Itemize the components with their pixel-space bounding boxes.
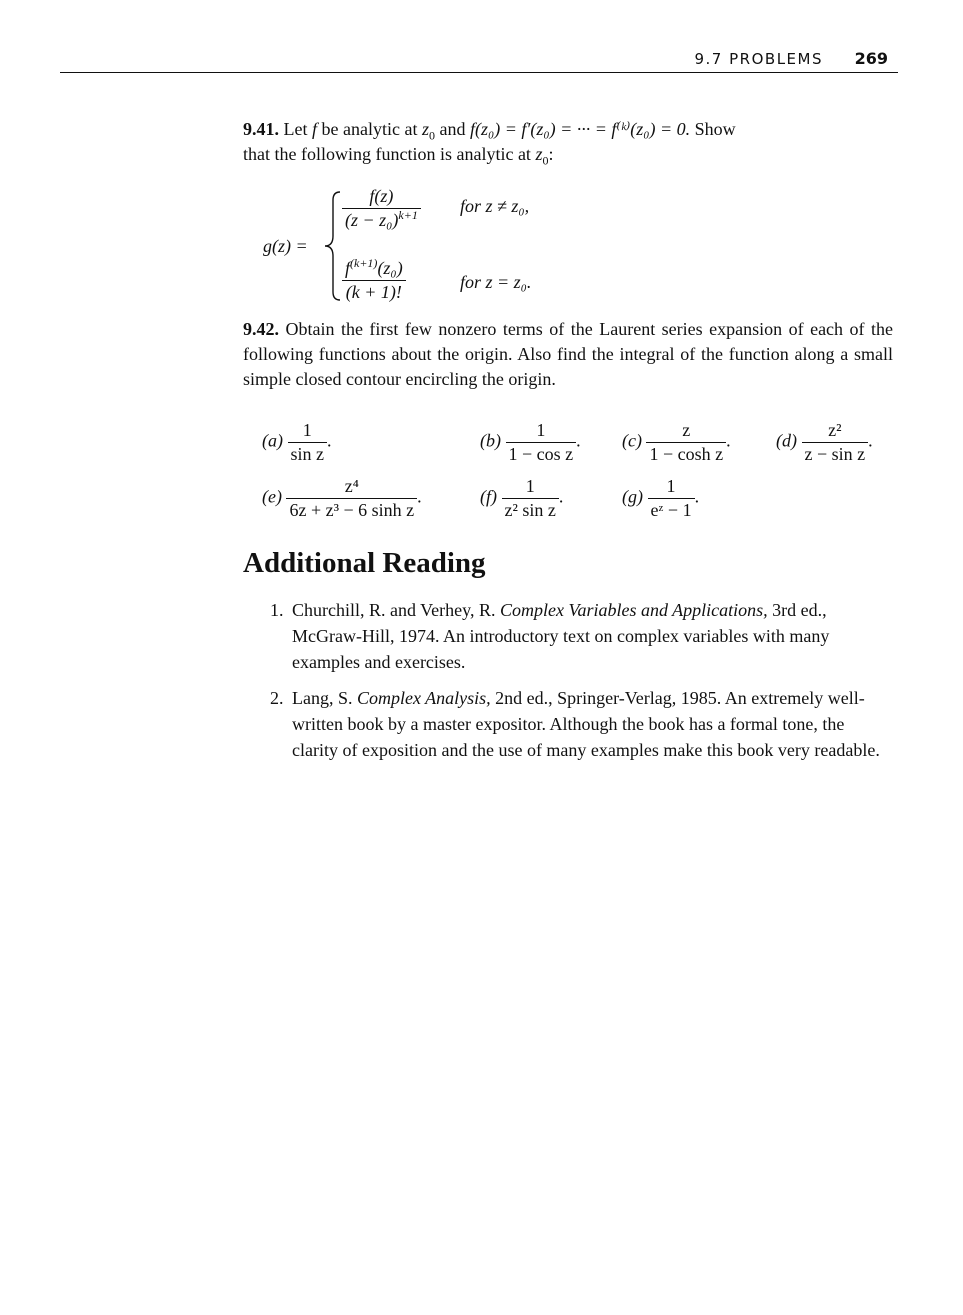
fraction-numerator: z⁴ (286, 476, 417, 499)
page-number: 269 (854, 49, 888, 68)
item-end: . (327, 430, 332, 451)
fraction-numerator: z (646, 420, 726, 443)
reference-text (292, 597, 888, 675)
g-label (263, 236, 308, 257)
fraction-denominator: z − sin z (804, 444, 866, 464)
reference-2 (270, 685, 890, 795)
case-2-fraction (342, 258, 406, 303)
reference-details: 3rd ed., McGraw-Hill, 1974. An introductory text on complex variables with many examples and exercises. (292, 600, 830, 672)
math-var: z (421, 119, 429, 139)
fraction-denominator: 6z + z³ − 6 sinh z (289, 500, 415, 520)
fraction-numerator: f(z) (369, 186, 394, 206)
piecewise-brace (320, 190, 344, 302)
math-arg: (z₀) (377, 258, 403, 278)
problem-9-41-text (243, 117, 893, 167)
fraction-numerator: 1 (648, 476, 695, 499)
fraction-denominator: 1 − cosh z (649, 444, 724, 464)
problem-9-42-text (243, 317, 893, 392)
fraction-numerator: f (345, 258, 351, 278)
item-end: . (726, 430, 731, 451)
item-end: . (694, 486, 700, 507)
text-span: Let (283, 119, 308, 139)
item-label: (c) (622, 430, 642, 451)
text-span: : (548, 144, 554, 164)
item-label: (g) (622, 486, 643, 507)
item-end: . (558, 486, 564, 507)
fraction-denominator: eᶻ − 1 (650, 500, 692, 520)
item-b (480, 420, 581, 465)
condition-text: for z ≠ z₀, (460, 196, 530, 216)
reference-details: 2nd ed., Springer-Verlag, 1985. An extremely well-written book by a master expositor. Although the book has a formal tone, the clarity of exposition and the use of many examples make this book very readable. (292, 688, 880, 760)
section-title: 9.7 PROBLEMS (694, 50, 823, 68)
reference-title: Complex Variables and Applications, (499, 600, 768, 620)
fraction-denominator: 1 − cos z (508, 444, 574, 464)
running-header (60, 50, 898, 72)
case-1-condition (460, 196, 529, 217)
reference-authors: Lang, S. (292, 688, 353, 708)
item-label: (b) (480, 430, 501, 451)
fraction-denominator: z² sin z (504, 500, 556, 520)
fraction-numerator: 1 (506, 420, 577, 443)
item-label: (f) (480, 486, 497, 507)
case-2-condition (460, 272, 531, 293)
section-heading: Additional Reading (243, 547, 486, 579)
item-end: . (417, 486, 422, 507)
fraction-denominator: sin z (290, 444, 324, 464)
problem-number: 9.42. (243, 319, 279, 339)
item-label: (a) (262, 430, 283, 451)
fraction-numerator: 1 (288, 420, 328, 443)
condition-text: for z = z₀. (460, 272, 532, 292)
item-label: (d) (776, 430, 797, 451)
math-var: z (535, 144, 543, 164)
math-sub: 0 (428, 128, 435, 143)
math-sub: 0 (542, 153, 549, 168)
reference-authors: Churchill, R. and Verhey, R. (292, 600, 496, 620)
fraction-denominator: (k + 1)! (345, 282, 402, 302)
problem-number: 9.41. (243, 119, 279, 139)
item-label: (e) (262, 486, 282, 507)
fraction-denominator: (z − z₀) (345, 210, 399, 230)
math-equation: f(z₀) = f′(z₀) = ··· = f⁽ᵏ⁾(z₀) = 0. (469, 119, 691, 139)
text-span: that the following function is analytic at (243, 144, 531, 164)
text-span: and (439, 119, 466, 139)
item-g (622, 476, 699, 521)
reference-title: Complex Analysis, (357, 688, 491, 708)
text-span: be analytic at (321, 119, 418, 139)
item-end: . (868, 430, 873, 451)
case-1-fraction (342, 186, 421, 231)
item-a (262, 420, 332, 465)
math-exponent: k+1 (398, 208, 418, 222)
reference-1 (270, 597, 890, 677)
reference-number: 2. (270, 688, 284, 708)
math-exponent: (k+1) (350, 256, 378, 270)
reference-text (292, 685, 888, 763)
item-d (776, 420, 873, 465)
fraction-numerator: 1 (502, 476, 559, 499)
math-label: g(z) = (263, 236, 308, 256)
item-f (480, 476, 563, 521)
math-var: f (312, 119, 318, 139)
item-end: . (576, 430, 581, 451)
reference-number: 1. (270, 600, 284, 620)
item-e (262, 476, 422, 521)
item-c (622, 420, 731, 465)
fraction-numerator: z² (802, 420, 869, 443)
header-rule (60, 72, 898, 73)
text-span: Show (694, 119, 736, 139)
problem-statement: Obtain the first few nonzero terms of the Laurent series expansion of each of the following functions about the origin. Also find the integral of the function along a small simple closed contour encircling the origin. (243, 319, 893, 389)
